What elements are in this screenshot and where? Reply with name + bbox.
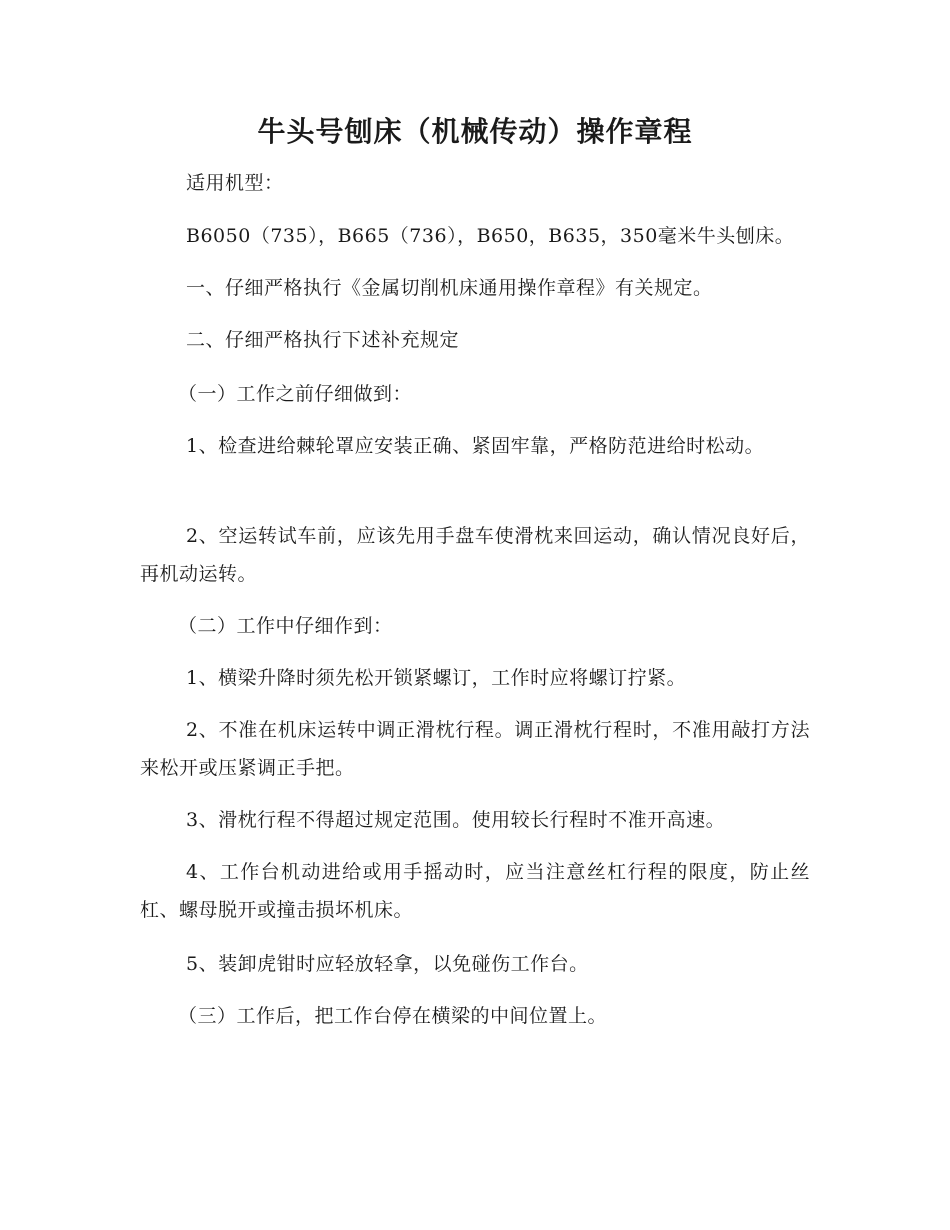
document-title: 牛头号刨床（机械传动）操作章程 (257, 115, 693, 148)
paragraph-section-two: 二、仔细严格执行下述补充规定 (186, 329, 460, 351)
paragraph-before-work-item-1: 1、检查进给棘轮罩应安装正确、紧固牢靠，严格防范进给时松动。 (186, 435, 765, 457)
paragraph-applicable-models-heading: 适用机型： (186, 172, 284, 194)
paragraph-during-work-item-2: 2、不准在机床运转中调正滑枕行程。调正滑枕行程时，不准用敲打方法来松开或压紧调正手把。 (140, 719, 810, 779)
paragraph-during-work-item-1: 1、横梁升降时须先松开锁紧螺订，工作时应将螺订拧紧。 (186, 667, 687, 689)
paragraph-model-list: B6050（735），B665（736），B650，B635，350毫米牛头刨床。 (186, 225, 795, 247)
paragraph-during-work-item-5: 5、装卸虎钳时应轻放轻拿，以免碰伤工作台。 (186, 953, 589, 975)
paragraph-section-one: 一、仔细严格执行《金属切削机床通用操作章程》有关规定。 (186, 277, 713, 299)
paragraph-before-work-item-2: 2、空运转试车前，应该先用手盘车使滑枕来回运动，确认情况良好后，再机动运转。 (140, 525, 810, 585)
paragraph-subsection-before-work: （一）工作之前仔细做到： (178, 383, 413, 405)
paragraph-during-work-item-4: 4、工作台机动进给或用手摇动时，应当注意丝杠行程的限度，防止丝杠、螺母脱开或撞击损坏机床。 (140, 861, 810, 921)
paragraph-during-work-item-3: 3、滑枕行程不得超过规定范围。使用较长行程时不准开高速。 (186, 809, 726, 831)
paragraph-subsection-after-work: （三）工作后，把工作台停在横梁的中间位置上。 (178, 1005, 608, 1027)
paragraph-subsection-during-work: （二）工作中仔细作到： (178, 615, 393, 637)
